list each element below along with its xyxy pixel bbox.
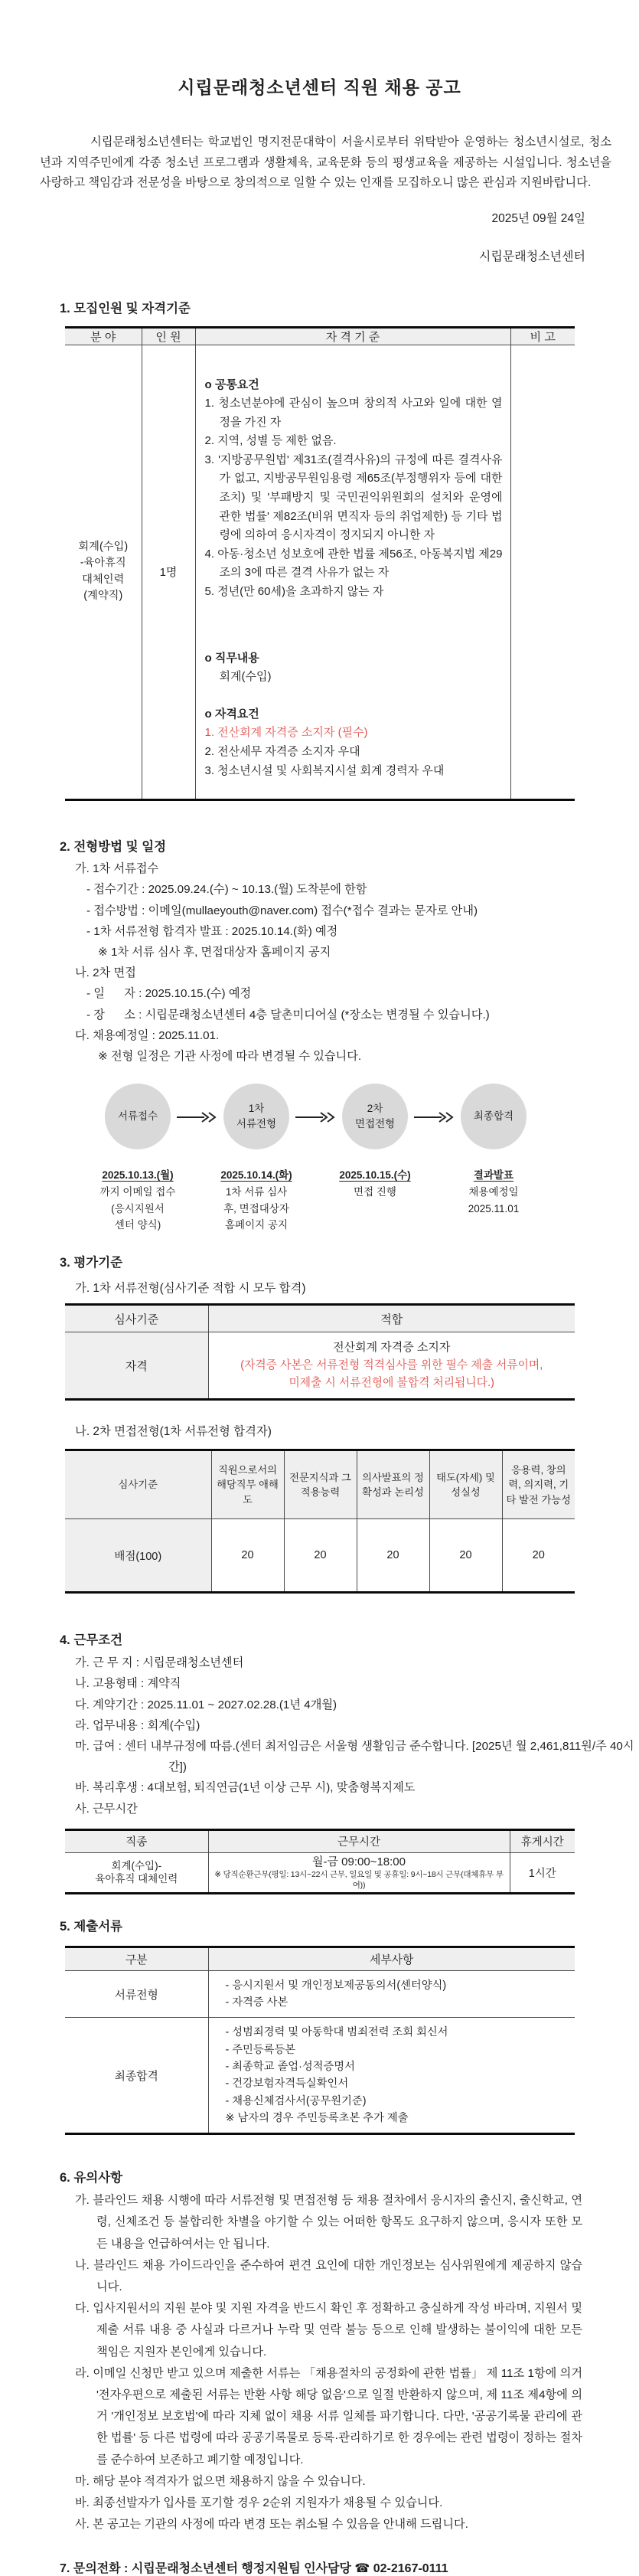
step-note: 면접 진행 [354,1186,396,1198]
table-row [65,1970,575,2018]
step-circle [223,1084,289,1149]
qualification-item-required: 1. 전산회계 자격증 소지자 (필수) [204,726,368,740]
note-item: 가. 블라인드 채용 시행에 따라 서류전형 및 면접전형 등 채용 절차에서 응시자의 출신지, 출신학교, 연령, 신체조건 등 불합리한 차별을 야기할 수 있는 어떠한 항목도 요구하지 않으며, 응시자 또한 모든 내용을 언급하여서는 안 됩니다. [75,2194,582,2251]
detail-cell [208,1970,575,2018]
col-header-count: 인 원 [142,327,195,345]
section-5-heading: 5. 제출서류 [60,1919,123,1934]
pass-note-line: 미제출 시 서류전형에 불합격 처리됩니다.) [289,1377,494,1390]
notes-list [0,2190,639,2535]
criteria-item: 1. 청소년분야에 관심이 높으며 창의적 사고와 일에 대한 열정을 가진 자 [204,397,503,429]
spacer [205,687,503,705]
process-schedule-list [0,858,639,1067]
detail-cell [208,2018,575,2134]
detail-line: - 주민등록등본 [225,2043,296,2056]
detail-line: - 자격증 사본 [225,1996,289,2009]
pass-text: 전산회계 자격증 소지자 [333,1341,451,1355]
score-cell: 20 [429,1519,502,1593]
col-header-hours: 근무시간 [208,1829,510,1852]
step-note: 1차 서류 심사 후, 면접대상자 홈페이지 공지 [223,1186,289,1231]
circle-label: 서류전형 [236,1118,277,1130]
list-item: - 접수방법 : 이메일(mullaeyouth@naver.com) 접수(*접수 결과는 문자로 안내) [86,904,478,917]
note-item: 사. 본 공고는 기관의 사정에 따라 변경 또는 취소될 수 있음을 안내해 드립니다. [75,2518,468,2532]
list-item: 다. 채용예정일 : 2025.11.01. [75,1028,220,1042]
step-date: 2025.10.15.(수) [339,1169,411,1182]
table-row [65,2018,575,2134]
stage-label-cell: 서류전형 [65,1970,208,2018]
note-item: 바. 최종선발자가 입사를 포기할 경우 2순위 지원자가 채용될 수 있습니다. [75,2496,443,2510]
recruit-table [65,326,575,802]
list-item: - 접수기간 : 2025.09.24.(수) ~ 10.13.(월) 도착분에 한함 [86,883,367,897]
detail-line: - 성범죄경력 및 아동학대 범죄전력 조회 회신서 [225,2026,448,2039]
criteria-item: 3. '지방공무원법' 제31조(결격사유)의 규정에 따른 결격사유가 없고, 지방공무원임용령 제65조(부정행위자 등에 대한 조치) 및 '부패방지 및 국민권익위원회의 설치와 운영에 관한 법률' 제82조(비위 면직자 등의 취업제한) 등 기타 법령에 의하여 응시자격이 정지되지 아니한 자 [204,453,503,542]
step-date: 결과발표 [473,1169,514,1182]
table-header-row [65,327,575,345]
note-cell [510,345,575,800]
stage-label-cell: 최종합격 [65,2018,208,2134]
col-header-field: 분 야 [65,327,142,345]
process-flow-diagram [0,1084,639,1231]
section-4-heading: 4. 근무조건 [60,1633,123,1648]
note-item: 마. 해당 분야 적격자가 없으면 채용하지 않을 수 있습니다. [75,2474,366,2488]
work-conditions-list [0,1652,639,1819]
col-header-detail: 세부사항 [208,1947,575,1970]
criteria-label-cell: 자격 [65,1332,208,1400]
note-item: 나. 블라인드 채용 가이드라인을 준수하여 편견 요인에 대한 개인정보는 심사위원에게 제공하지 않습니다. [75,2258,582,2294]
job-cell: 회계(수입)- 육아휴직 대체인력 [65,1852,208,1893]
diagram-step-application [78,1084,197,1234]
diagram-step-final-pass [434,1084,553,1217]
subsection-document-screening: 가. 1차 서류전형(심사기준 적합 시 모두 합격) [75,1282,306,1296]
field-line: 대체인력 [82,573,125,586]
detail-line: - 채용신체검사서(공무원기준) [225,2094,367,2107]
hours-cell [208,1852,510,1893]
duty-title: o 직무내용 [204,651,259,665]
common-requirements-title: o 공통요건 [204,378,259,391]
intro-paragraph: 시립문래청소년센터는 학교법인 명지전문대학이 서울시로부터 위탁받아 운영하는 청소년시설로, 청소년과 지역주민에게 각종 청소년 프로그램과 생활체육, 교육문화 등의 평생교육을 제공하는 시설입니다. 청소년을 사랑하고 책임감과 전문성을 바탕으로 창의적으로 일할 수 있는 인재를 모집하오니 많은 관심과 지원바랍니다. [40,136,611,189]
circle-label: 면접전형 [354,1118,396,1130]
step-date: 2025.10.13.(월) [102,1169,174,1182]
field-line: -육아휴직 [80,557,126,570]
detail-line: - 응시지원서 및 개인정보제공동의서(센터양식) [225,1979,447,1992]
detail-line: ※ 남자의 경우 주민등록초본 추가 제출 [225,2111,409,2124]
criteria-header: 의사발표의 정확성과 논리성 [357,1450,429,1519]
circle-label: 서류접수 [117,1110,158,1123]
col-header-break: 휴게시간 [510,1829,575,1852]
list-item: 가. 1차 서류접수 [75,862,159,876]
spacer [205,602,503,649]
list-item: 사. 근무시간 [75,1802,138,1816]
posting-date: 2025년 09월 24일 [491,211,585,225]
note-item: 라. 이메일 신청만 받고 있으며 제출한 서류는 「채용절차의 공정화에 관한 법률」 제 11조 1항에 의거 '전자우편으로 제출된 서류는 반환 사항 해당 없음'으로 일절 반환하지 않으며, 제 11조 제4항에 의거 '개인정보 보호법'에 따라 지체 없이 채용 서류 일체를 파기합니다. 다만, '공공기록물 관리에 관한 법률' 등 다른 법령에 따라 공공기록물로 등록·관리하기로 한 경우에는 관련 법령이 정하는 절차를 준수하여 보존하고 폐기할 예정입니다. [75,2366,582,2466]
step-circle [105,1084,171,1149]
table-header-row [65,1450,575,1519]
duty-text: 회계(수입) [219,670,272,684]
score-cell: 20 [357,1519,429,1593]
field-line: 회계(수입) [78,540,129,553]
contact-line: 7. 문의전화 : 시립문래청소년센터 행정지원팀 인사담당 ☎ 02-2167-0111 [60,2562,448,2576]
organization-name: 시립문래청소년센터 [478,250,585,263]
score-cell: 20 [211,1519,284,1593]
section-2-heading: 2. 전형방법 및 일정 [60,840,167,855]
list-item: - 장 소 : 시립문래청소년센터 4층 달촌미디어실 (*장소는 변경될 수 있습니다.) [86,1008,490,1022]
count-cell: 1명 [142,345,195,800]
criteria-item: 2. 지역, 성별 등 제한 없음. [204,434,337,448]
col-header-criteria: 심사기준 [65,1305,208,1332]
qualification-title: o 자격요건 [204,707,259,721]
table-row [65,1519,575,1593]
step-note: 채용예정일 2025.11.01 [468,1186,520,1214]
criteria-cell [195,345,510,800]
score-cell: 20 [502,1519,575,1593]
table-row [65,1852,575,1893]
circle-label: 최종합격 [473,1110,514,1123]
step-date: 2025.10.14.(화) [220,1169,292,1182]
circle-label: 2차 [367,1103,383,1115]
score-label-cell: 배점(100) [65,1519,211,1593]
detail-line: - 건강보험자격득실확인서 [225,2077,349,2091]
criteria-header: 태도(자세) 및 성실성 [429,1450,502,1519]
list-item: ※ 1차 서류 심사 후, 면접대상자 홈페이지 공지 [98,946,331,959]
note-item: 다. 입사지원서의 지원 분야 및 지원 자격을 반드시 확인 후 정확하고 충실하게 작성 바라며, 지원서 및 제출 서류 내용 중 사실과 다르거나 누락 및 연락 불능 등으로 인해 발생하는 불이익에 대한 모든 책임은 지원자 본인에게 있습니다. [75,2302,582,2359]
list-item: ※ 전형 일정은 기관 사정에 따라 변경될 수 있습니다. [98,1050,362,1064]
table-row [65,1332,575,1400]
qualification-item: 2. 전산세무 자격증 소지자 우대 [204,745,360,758]
list-item: 나. 고용형태 : 계약직 [75,1677,181,1691]
criteria-item: 4. 아동·청소년 성보호에 관한 법률 제56조, 아동복지법 제29조의 3에 따른 결격 사유가 없는 자 [204,547,503,580]
hours-note: ※ 당직순환근무(평일: 13시~22시 근무, 일요일 및 공휴일: 9시~18시 근무(대체휴무 부여)) [214,1869,504,1890]
working-hours-table [65,1829,575,1894]
score-cell: 20 [284,1519,357,1593]
col-header-pass: 적합 [208,1305,575,1332]
table-header-row [65,1947,575,1970]
circle-label: 1차 [248,1103,265,1115]
criteria-header: 전문지식과 그 적용능력 [284,1450,357,1519]
page-title: 시립문래청소년센터 직원 채용 공고 [178,77,461,97]
list-item: 가. 근 무 지 : 시립문래청소년센터 [75,1656,244,1670]
diagram-step-document-screening [197,1084,316,1234]
step-note: 까지 이메일 접수 (응시지원서 센터 양식) [99,1186,176,1231]
document-screening-table [65,1303,575,1401]
list-item: 바. 복리후생 : 4대보험, 퇴직연금(1년 이상 근무 시), 맞춤형복지제도 [75,1781,416,1795]
break-time-cell: 1시간 [510,1852,575,1893]
criteria-header: 직원으로서의 해당직무 애해도 [211,1450,284,1519]
list-item: 나. 2차 면접 [75,966,136,980]
field-line: (계약직) [83,590,123,603]
col-header-note: 비 고 [510,327,575,345]
field-cell [65,345,142,800]
diagram-step-interview [315,1084,435,1201]
subsection-interview-screening: 나. 2차 면접전형(1차 서류전형 합격자) [75,1425,272,1439]
table-header-row [65,1305,575,1332]
table-header-row [65,1829,575,1852]
pass-detail-cell [208,1332,575,1400]
list-item: - 일 자 : 2025.10.15.(수) 예정 [86,987,252,1001]
col-header-criteria: 자 격 기 준 [195,327,510,345]
list-item: - 1차 서류전형 합격자 발표 : 2025.10.14.(화) 예정 [86,924,338,938]
detail-line: - 최종학교 졸업·성적증명서 [225,2061,355,2074]
col-header-criteria: 심사기준 [65,1450,211,1519]
section-3-heading: 3. 평가기준 [60,1256,123,1270]
table-row [65,345,575,800]
list-item: 라. 업무내용 : 회계(수입) [75,1718,201,1732]
list-item: 다. 계약기간 : 2025.11.01 ~ 2027.02.28.(1년 4개월) [75,1698,337,1711]
step-circle [342,1084,408,1149]
interview-criteria-table [65,1449,575,1594]
hours-main: 월-금 09:00~18:00 [312,1855,406,1868]
col-header-type: 구분 [65,1947,208,1970]
col-header-job: 직종 [65,1829,208,1852]
criteria-header: 응용력, 창의력, 의지력, 기타 발전 가능성 [502,1450,575,1519]
criteria-item: 5. 정년(만 60세)을 초과하지 않는 자 [204,585,384,599]
required-documents-table [65,1946,575,2135]
pass-note-line: (자격증 사본은 서류전형 적격심사를 위한 필수 제출 서류이며, [240,1359,543,1372]
list-item: 마. 급여 : 센터 내부규정에 따름.(센터 최저임금은 서울형 생활임금 준수합니다. [2025년 월 2,461,811원/주 40시간]) [75,1740,634,1774]
qualification-item: 3. 청소년시설 및 사회복지시설 회계 경력자 우대 [204,763,445,777]
section-1-heading: 1. 모집인원 및 자격기준 [60,301,191,315]
section-6-heading: 6. 유의사항 [60,2171,123,2185]
step-circle [461,1084,527,1149]
